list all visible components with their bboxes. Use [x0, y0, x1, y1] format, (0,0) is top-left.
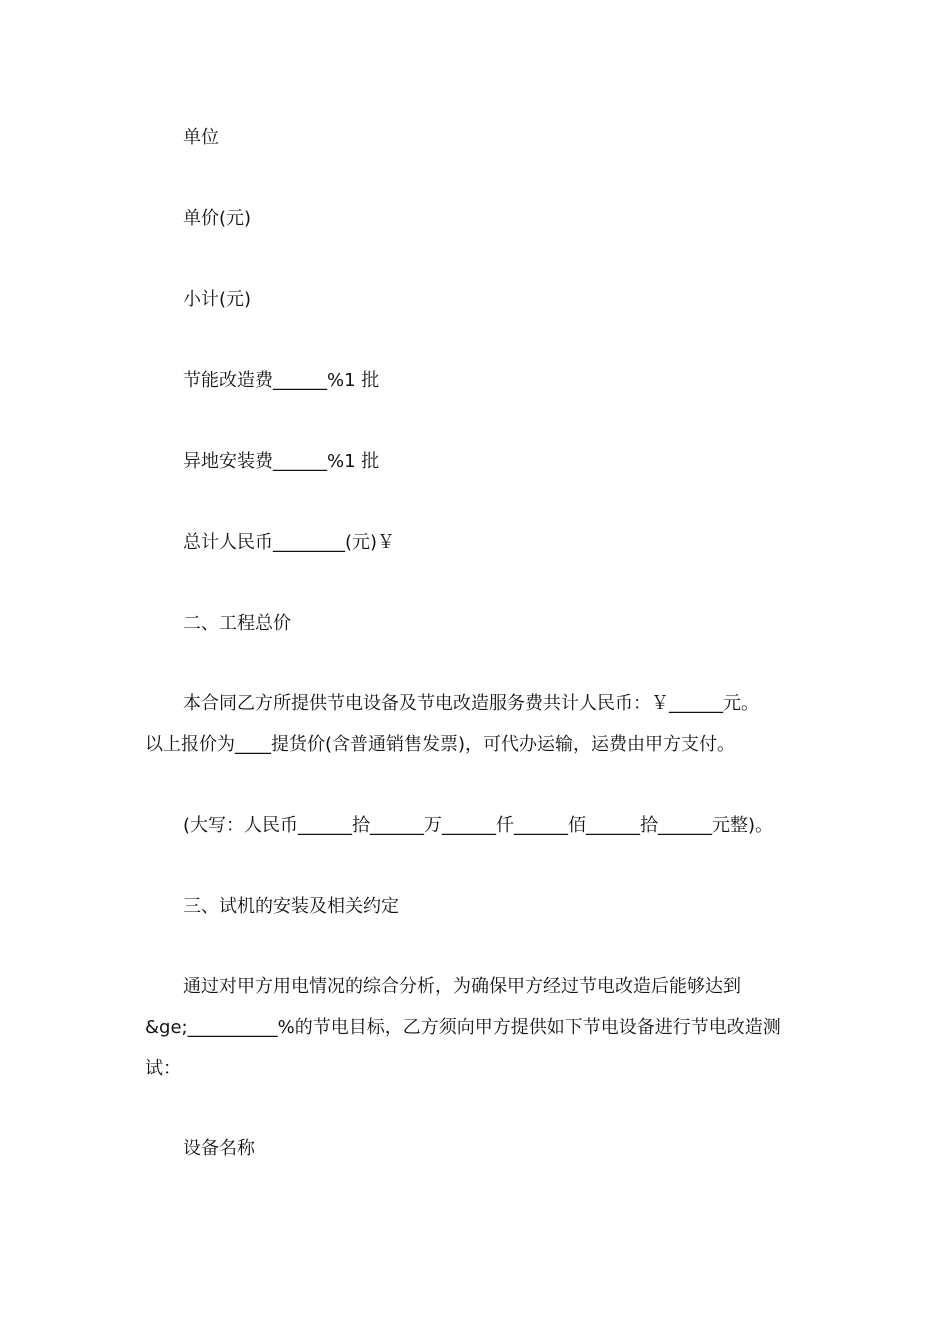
- paragraph-amount-in-words: (大写：人民币______拾______万______仟______佰______拾______元整)。: [183, 815, 774, 836]
- paragraph-contract-amount-line2: 以上报价为____提货价(含普通销售发票)，可代办运输，运费由甲方支付。: [145, 734, 736, 755]
- section-heading-total-price: 二、工程总价: [183, 613, 291, 634]
- paragraph-contract-amount-line1: 本合同乙方所提供节电设备及节电改造服务费共计人民币：￥______元。: [183, 693, 759, 714]
- paragraph-savings-target-line2: &ge;__________%的节电目标，乙方须向甲方提供如下节电设备进行节电改造测: [145, 1017, 781, 1038]
- text-unit: 单位: [183, 127, 219, 148]
- text-equipment-name: 设备名称: [183, 1138, 255, 1159]
- paragraph-savings-target-line1: 通过对甲方用电情况的综合分析，为确保甲方经过节电改造后能够达到: [183, 976, 741, 997]
- text-retrofit-fee: 节能改造费______%1 批: [183, 370, 380, 391]
- text-installation-fee: 异地安装费______%1 批: [183, 451, 380, 472]
- text-unit-price: 单价(元): [183, 208, 252, 229]
- text-subtotal: 小计(元): [183, 289, 252, 310]
- paragraph-savings-target-line3: 试：: [145, 1058, 181, 1079]
- section-heading-trial-installation: 三、试机的安装及相关约定: [183, 896, 399, 917]
- text-total-rmb: 总计人民币________(元)￥: [183, 532, 396, 553]
